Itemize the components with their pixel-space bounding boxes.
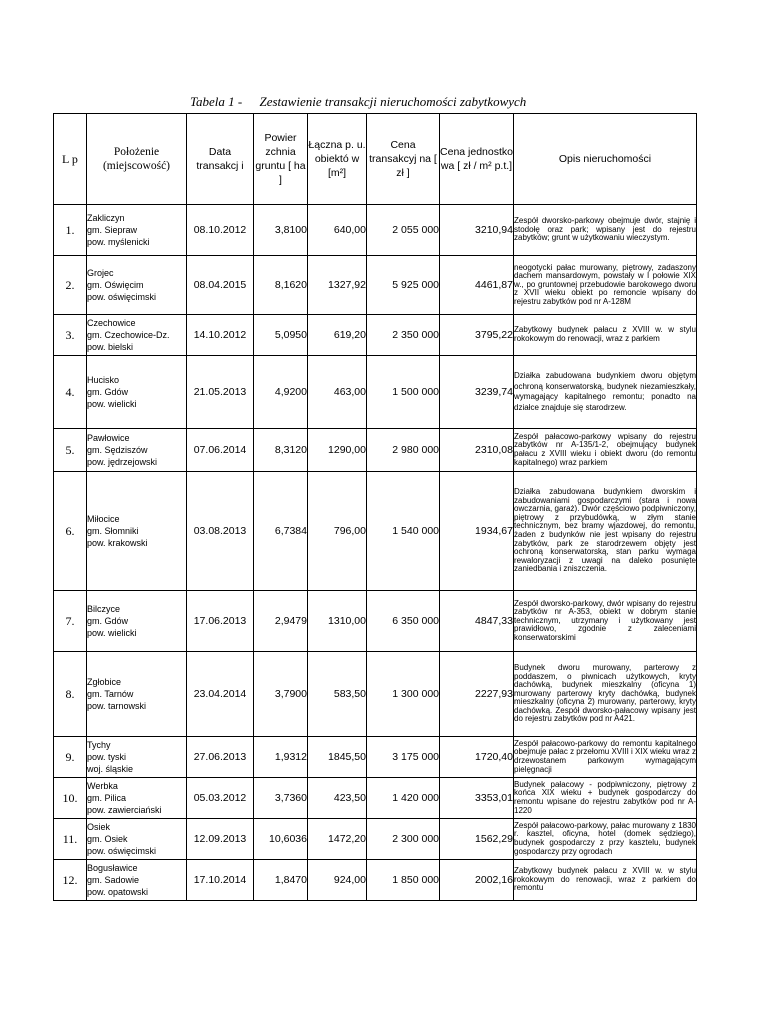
location-powiat: woj. śląskie [87, 764, 134, 774]
location-town: Pawłowice [87, 433, 130, 443]
row-lp: 10. [54, 778, 87, 819]
row-location [87, 819, 187, 860]
row-date: 23.04.2014 [187, 652, 254, 737]
row-lp: 9. [54, 737, 87, 778]
row-description: Budynek dworu murowany, parterowy z poddaszem, o piwnicach użytkowych, kryty dachówką, budynek mieszkalny (oficyna 1) murowany parterowy kryty dachówką, budynek mieszkalny (oficyna 2) murowany, parterowy, kryty dachówką. Zespół dworsko-pałacowy wpisany jest do rejestru zabytków pod nr A421. [514, 652, 697, 737]
table-row [54, 652, 697, 737]
row-price: 2 300 000 [367, 819, 440, 860]
row-location [87, 356, 187, 429]
row-price: 2 980 000 [367, 429, 440, 472]
row-date: 07.06.2014 [187, 429, 254, 472]
location-town: Grojec [87, 268, 114, 278]
location-town: Bilczyce [87, 604, 121, 614]
row-lp: 4. [54, 356, 87, 429]
location-gmina: gm. Czechowice-Dz. [87, 330, 170, 340]
row-location [87, 591, 187, 652]
row-area: 10,6036 [254, 819, 308, 860]
header-area: Powier zchnia gruntu [ ha ] [254, 114, 308, 205]
row-unit-price: 2310,08 [440, 429, 514, 472]
row-date: 27.06.2013 [187, 737, 254, 778]
row-lp: 5. [54, 429, 87, 472]
row-price: 1 300 000 [367, 652, 440, 737]
row-area: 8,3120 [254, 429, 308, 472]
row-lp: 12. [54, 860, 87, 901]
location-gmina: gm. Pilica [87, 793, 127, 803]
row-total-area: 1310,00 [308, 591, 367, 652]
location-town: Bogusławice [87, 863, 138, 873]
row-date: 08.04.2015 [187, 256, 254, 315]
header-lp: L p [54, 114, 87, 205]
row-description: Działka zabudowana budynkiem dworu objętym ochroną konserwatorską, budynek niezamieszkały, wymagający kapitalnego remontu; ponadto na działce znajduje się starodrzew. [514, 356, 697, 429]
location-town: Tychy [87, 740, 111, 750]
table-row [54, 591, 697, 652]
row-date: 17.06.2013 [187, 591, 254, 652]
location-town: Czechowice [87, 318, 136, 328]
row-unit-price: 1934,67 [440, 472, 514, 591]
row-location [87, 652, 187, 737]
row-total-area: 640,00 [308, 205, 367, 256]
location-powiat: pow. jędrzejowski [87, 457, 158, 467]
table-row [54, 356, 697, 429]
row-area: 1,8470 [254, 860, 308, 901]
location-powiat: pow. wielicki [87, 399, 137, 409]
location-gmina: gm. Siepraw [87, 225, 138, 235]
row-location [87, 860, 187, 901]
row-unit-price: 3239,74 [440, 356, 514, 429]
table-row [54, 256, 697, 315]
row-unit-price: 1720,40 [440, 737, 514, 778]
row-unit-price: 1562,29 [440, 819, 514, 860]
row-total-area: 619,20 [308, 315, 367, 356]
row-price: 3 175 000 [367, 737, 440, 778]
row-description: Zespół dworsko-parkowy obejmuje dwór, stajnię i stodołę oraz park; wpisany jest do rejestru zabytków; grunt w użytkowaniu wieczystym. [514, 205, 697, 256]
location-gmina: gm. Tarnów [87, 689, 134, 699]
row-lp: 2. [54, 256, 87, 315]
row-date: 14.10.2012 [187, 315, 254, 356]
row-date: 03.08.2013 [187, 472, 254, 591]
row-location [87, 472, 187, 591]
row-description: Zabytkowy budynek pałacu z XVIII w. w stylu rokokowym do renowacji, wraz z parkiem [514, 315, 697, 356]
row-area: 3,7360 [254, 778, 308, 819]
location-town: Zakliczyn [87, 213, 125, 223]
row-description: Zespół pałacowo-parkowy wpisany do rejestru zabytków nr A-135/1-2, obejmujący budynek pałacu z XVIII wieku i obiekt dworu (do remontu kapitalnego) wraz parkiem [514, 429, 697, 472]
table-row [54, 860, 697, 901]
location-gmina: gm. Osiek [87, 834, 128, 844]
row-area: 1,9312 [254, 737, 308, 778]
row-location [87, 256, 187, 315]
table-row [54, 819, 697, 860]
row-unit-price: 4847,33 [440, 591, 514, 652]
row-description: Zabytkowy budynek pałacu z XVIII w. w stylu rokokowym do renowacji, wraz z parkiem do remontu [514, 860, 697, 901]
row-price: 1 540 000 [367, 472, 440, 591]
row-price: 6 350 000 [367, 591, 440, 652]
row-unit-price: 3210,94 [440, 205, 514, 256]
header-row [54, 114, 697, 205]
row-price: 2 055 000 [367, 205, 440, 256]
table-number: Tabela 1 - [190, 94, 243, 109]
header-description: Opis nieruchomości [514, 114, 697, 205]
row-total-area: 924,00 [308, 860, 367, 901]
row-price: 2 350 000 [367, 315, 440, 356]
location-gmina: gm. Słomniki [87, 526, 139, 536]
row-location [87, 315, 187, 356]
header-location: Położenie (miejscowość) [87, 114, 187, 205]
location-town: Werbka [87, 781, 118, 791]
row-total-area: 1845,50 [308, 737, 367, 778]
location-powiat: pow. wielicki [87, 628, 137, 638]
row-date: 21.05.2013 [187, 356, 254, 429]
location-powiat: pow. zawierciański [87, 805, 162, 815]
header-unit-price: Cena jednostko wa [ zł / m² p.t.] [440, 114, 514, 205]
row-total-area: 1290,00 [308, 429, 367, 472]
table-title: Zestawienie transakcji nieruchomości zabytkowych [259, 94, 527, 109]
row-description: Działka zabudowana budynkiem dworskim i zabudowaniami gospodarczymi (stara i nowa owczarnia, garaż). Dwór częściowo podpiwniczony, piętrowy z przybudówką, w złym stanie technicznym, bez bramy wjazdowej, do remontu, żaden z budynków nie jest wpisany do rejestru zabytków, park ze starodrzewem objęty jest ochroną konserwatorską, stan parku wymaga rewaloryzacji z uwagi na daleko posunięte zaniedbania i zniszczenia. [514, 472, 697, 591]
row-date: 08.10.2012 [187, 205, 254, 256]
row-unit-price: 3353,01 [440, 778, 514, 819]
table-row [54, 737, 697, 778]
row-price: 1 850 000 [367, 860, 440, 901]
row-description: Zespół dworsko-parkowy, dwór wpisany do rejestru zabytków nr A-353, obiekt w dobrym stanie technicznym, utrzymany i użytkowany jest prawidłowo, zgodnie z zaleceniami konserwatorskimi [514, 591, 697, 652]
row-area: 3,7900 [254, 652, 308, 737]
row-price: 1 500 000 [367, 356, 440, 429]
row-total-area: 423,50 [308, 778, 367, 819]
row-area: 6,7384 [254, 472, 308, 591]
row-description: neogotycki pałac murowany, piętrowy, zadaszony dachem mansardowym, powstały w I połowie XIX w., po gruntownej przebudowie barokowego dworu z XVII wieku obiekt po remoncie wpisany do rejestru zabytków pod nr A-128M [514, 256, 697, 315]
row-lp: 7. [54, 591, 87, 652]
table-row [54, 315, 697, 356]
row-area: 8,1620 [254, 256, 308, 315]
row-date: 12.09.2013 [187, 819, 254, 860]
location-town: Zgłobice [87, 677, 122, 687]
location-gmina: gm. Gdów [87, 616, 129, 626]
header-total-area: Łączna p. u. obiektó w [m²] [308, 114, 367, 205]
location-gmina: gm. Oświęcim [87, 280, 144, 290]
location-powiat: pow. opatowski [87, 887, 149, 897]
location-powiat: pow. oświęcimski [87, 292, 157, 302]
location-town: Hucisko [87, 375, 120, 385]
table-row [54, 472, 697, 591]
row-total-area: 1327,92 [308, 256, 367, 315]
table-row [54, 778, 697, 819]
row-unit-price: 2002,16 [440, 860, 514, 901]
location-powiat: pow. bielski [87, 342, 134, 352]
table-row [54, 429, 697, 472]
row-description: Zespół pałacowo-parkowy do remontu kapitalnego obejmuje pałac z przełomu XVIII i XIX wieku wraz z drzewostanem parkowym wymagającym pielęgnacji [514, 737, 697, 778]
row-price: 5 925 000 [367, 256, 440, 315]
row-price: 1 420 000 [367, 778, 440, 819]
table-caption [190, 94, 590, 110]
row-area: 4,9200 [254, 356, 308, 429]
row-area: 3,8100 [254, 205, 308, 256]
row-unit-price: 4461,87 [440, 256, 514, 315]
row-total-area: 1472,20 [308, 819, 367, 860]
row-lp: 8. [54, 652, 87, 737]
row-date: 05.03.2012 [187, 778, 254, 819]
location-powiat: pow. tarnowski [87, 701, 147, 711]
location-powiat: pow. krakowski [87, 538, 148, 548]
row-location [87, 205, 187, 256]
row-total-area: 796,00 [308, 472, 367, 591]
row-total-area: 583,50 [308, 652, 367, 737]
location-powiat: pow. oświęcimski [87, 846, 157, 856]
row-lp: 1. [54, 205, 87, 256]
location-gmina: pow. tyski [87, 752, 127, 762]
row-total-area: 463,00 [308, 356, 367, 429]
location-gmina: gm. Gdów [87, 387, 129, 397]
row-unit-price: 3795,22 [440, 315, 514, 356]
location-powiat: pow. myślenicki [87, 237, 150, 247]
table-row [54, 205, 697, 256]
row-description: Zespół pałacowo-parkowy, pałac murowany z 1830 r. kasztel, oficyna, hotel (domek sędziego), budynek gospodarczy z przy kasztelu, budynek gospodarczy przy ogrodach [514, 819, 697, 860]
row-area: 2,9479 [254, 591, 308, 652]
header-date: Data transakcj i [187, 114, 254, 205]
row-lp: 11. [54, 819, 87, 860]
row-description: Budynek pałacowy - podpiwniczony, piętrowy z końca XIX wieku + budynek gospodarczy do remontu wpisane do rejestru zabytków pod nr A-1220 [514, 778, 697, 819]
row-lp: 6. [54, 472, 87, 591]
row-lp: 3. [54, 315, 87, 356]
row-location [87, 737, 187, 778]
location-gmina: gm. Sadowie [87, 875, 140, 885]
row-area: 5,0950 [254, 315, 308, 356]
row-unit-price: 2227,93 [440, 652, 514, 737]
transactions-table [53, 113, 697, 901]
location-gmina: gm. Sędziszów [87, 445, 148, 455]
row-date: 17.10.2014 [187, 860, 254, 901]
location-town: Miłocice [87, 514, 120, 524]
location-town: Osiek [87, 822, 111, 832]
row-location [87, 429, 187, 472]
row-location [87, 778, 187, 819]
header-price: Cena transakcyj na [ zł ] [367, 114, 440, 205]
